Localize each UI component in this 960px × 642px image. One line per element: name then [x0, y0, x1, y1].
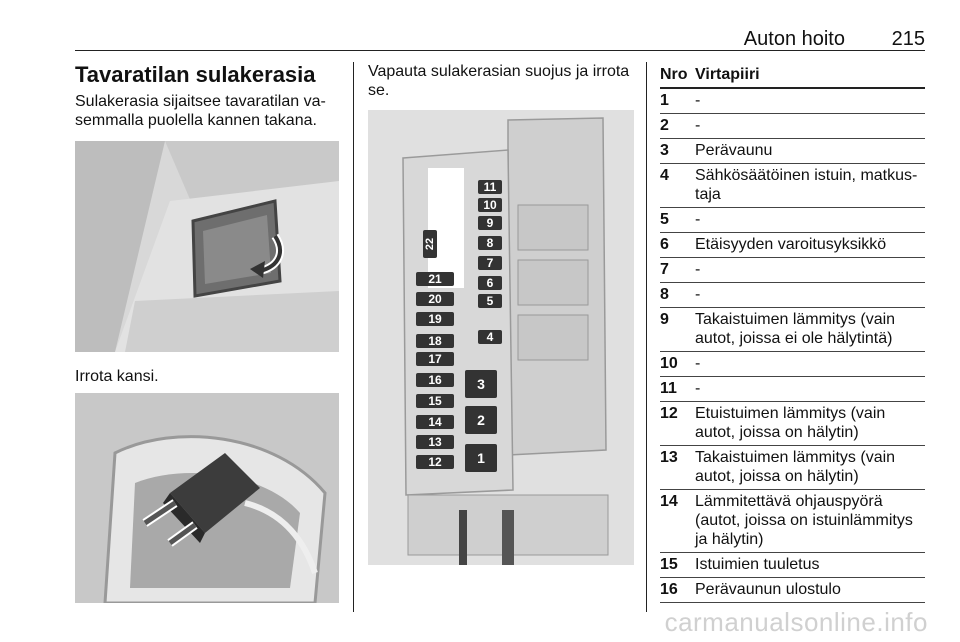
circuit-description: Istuimien tuuletus [695, 556, 820, 573]
fuse-11 [478, 180, 502, 194]
table-row [660, 402, 925, 446]
fuse-4 [478, 330, 502, 344]
fuse-number: 6 [660, 236, 669, 253]
svg-text:3: 3 [477, 376, 485, 392]
fuse-number: 15 [660, 556, 678, 573]
svg-text:12: 12 [428, 455, 442, 469]
table-row [660, 208, 925, 233]
fuse-19 [416, 312, 454, 326]
circuit-description: Takaistuimen lämmitys (vain autot, joissa on hälytin) [695, 449, 896, 485]
fuse-13 [416, 435, 454, 449]
section-title: Auton hoito [743, 28, 845, 50]
svg-text:6: 6 [486, 276, 494, 290]
fuse-number: 11 [660, 380, 677, 397]
fuse-number: 4 [660, 167, 669, 184]
svg-text:11: 11 [483, 180, 497, 194]
fuse-2 [465, 406, 497, 434]
instruction-text: Vapauta sulakerasian suojus ja irrota se. [368, 63, 630, 99]
circuit-description: - [695, 261, 701, 278]
fuse-table [660, 62, 925, 603]
fuse-number: 9 [660, 311, 669, 328]
table-row [660, 114, 925, 139]
fuse-21 [416, 272, 454, 286]
circuit-description: Etäisyyden varoitusyksikkö [695, 236, 887, 253]
fuse-number: 12 [660, 405, 678, 422]
circuit-description: Perävaunun ulostulo [695, 581, 841, 598]
table-row [660, 578, 925, 603]
svg-text:10: 10 [483, 198, 497, 212]
fuse-18 [416, 334, 454, 348]
svg-text:20: 20 [428, 292, 442, 306]
fuse-number: 14 [660, 493, 678, 510]
table-row [660, 89, 925, 114]
circuit-description: Etuistuimen lämmitys (vain autot, joissa on hälytin) [695, 405, 886, 441]
svg-text:4: 4 [486, 330, 494, 344]
table-row [660, 446, 925, 490]
page-number: 215 [891, 28, 925, 50]
column-divider [646, 62, 647, 612]
fuse-number: 16 [660, 581, 678, 598]
fuse-20 [416, 292, 454, 306]
svg-text:7: 7 [486, 256, 494, 270]
svg-text:13: 13 [428, 435, 442, 449]
section-heading: Tavaratilan sulakerasia [75, 62, 316, 87]
fuse-number: 8 [660, 286, 669, 303]
circuit-description: - [695, 117, 701, 134]
fuse-15 [416, 394, 454, 408]
photo-caption: Irrota kansi. [75, 368, 159, 385]
fuse-number: 3 [660, 142, 669, 159]
svg-text:14: 14 [428, 415, 442, 429]
fuse-box-diagram [368, 110, 634, 565]
table-row [660, 308, 925, 352]
table-row [660, 164, 925, 208]
fuse-17 [416, 352, 454, 366]
circuit-description: - [695, 211, 701, 228]
circuit-description: - [695, 355, 701, 372]
intro-paragraph: Sulakerasia sijaitsee tavaratilan va-semmalla puolella kannen takana. [75, 93, 326, 129]
circuit-description: - [695, 92, 701, 109]
fuse-7 [478, 256, 502, 270]
circuit-description: Perävaunu [695, 142, 773, 159]
table-row [660, 377, 925, 402]
svg-text:22: 22 [423, 237, 436, 251]
fuse-number: 13 [660, 449, 678, 466]
svg-text:8: 8 [486, 236, 494, 250]
svg-text:17: 17 [428, 352, 442, 366]
fuse-12 [416, 455, 454, 469]
watermark: carmanualsonline.info [664, 607, 928, 637]
left-column [75, 62, 340, 130]
fuse-5 [478, 294, 502, 308]
svg-text:16: 16 [428, 373, 442, 387]
trunk-photo [75, 141, 339, 352]
table-row [660, 553, 925, 578]
cover-removal-photo [75, 393, 339, 603]
svg-text:18: 18 [428, 334, 442, 348]
fuse-number: 10 [660, 355, 678, 372]
table-header [660, 62, 925, 89]
fuse-9 [478, 216, 502, 230]
page-header [75, 26, 925, 51]
fuse-22 [423, 230, 437, 258]
fuse-14 [416, 415, 454, 429]
fuse-number: 7 [660, 261, 669, 278]
svg-text:19: 19 [428, 312, 442, 326]
table-row [660, 139, 925, 164]
circuit-description: - [695, 286, 701, 303]
fuse-number: 1 [660, 92, 669, 109]
fuse-10 [478, 198, 502, 212]
svg-text:1: 1 [477, 450, 485, 466]
svg-text:9: 9 [486, 216, 494, 230]
fuse-3 [465, 370, 497, 398]
fuse-16 [416, 373, 454, 387]
svg-text:2: 2 [477, 412, 485, 428]
circuit-description: Takaistuimen lämmitys (vain autot, joissa ei ole hälytintä) [695, 311, 896, 347]
table-row [660, 283, 925, 308]
svg-text:5: 5 [486, 294, 494, 308]
column-header-circuit: Virtapiiri [695, 66, 760, 83]
svg-text:21: 21 [428, 272, 442, 286]
circuit-description: - [695, 380, 701, 397]
table-row [660, 490, 925, 553]
circuit-description: Lämmitettävä ohjauspyörä (autot, joissa on istuinlämmitys ja hälytin) [695, 493, 913, 548]
table-row [660, 352, 925, 377]
column-divider [353, 62, 354, 612]
fuse-6 [478, 276, 502, 290]
column-header-nro: Nro [660, 66, 688, 83]
circuit-description: Sähkösäätöinen istuin, matkus-taja [695, 167, 918, 203]
fuse-number: 5 [660, 211, 669, 228]
fuse-8 [478, 236, 502, 250]
table-row [660, 233, 925, 258]
svg-text:15: 15 [428, 394, 442, 408]
fuse-1 [465, 444, 497, 472]
table-row [660, 258, 925, 283]
fuse-number: 2 [660, 117, 669, 134]
